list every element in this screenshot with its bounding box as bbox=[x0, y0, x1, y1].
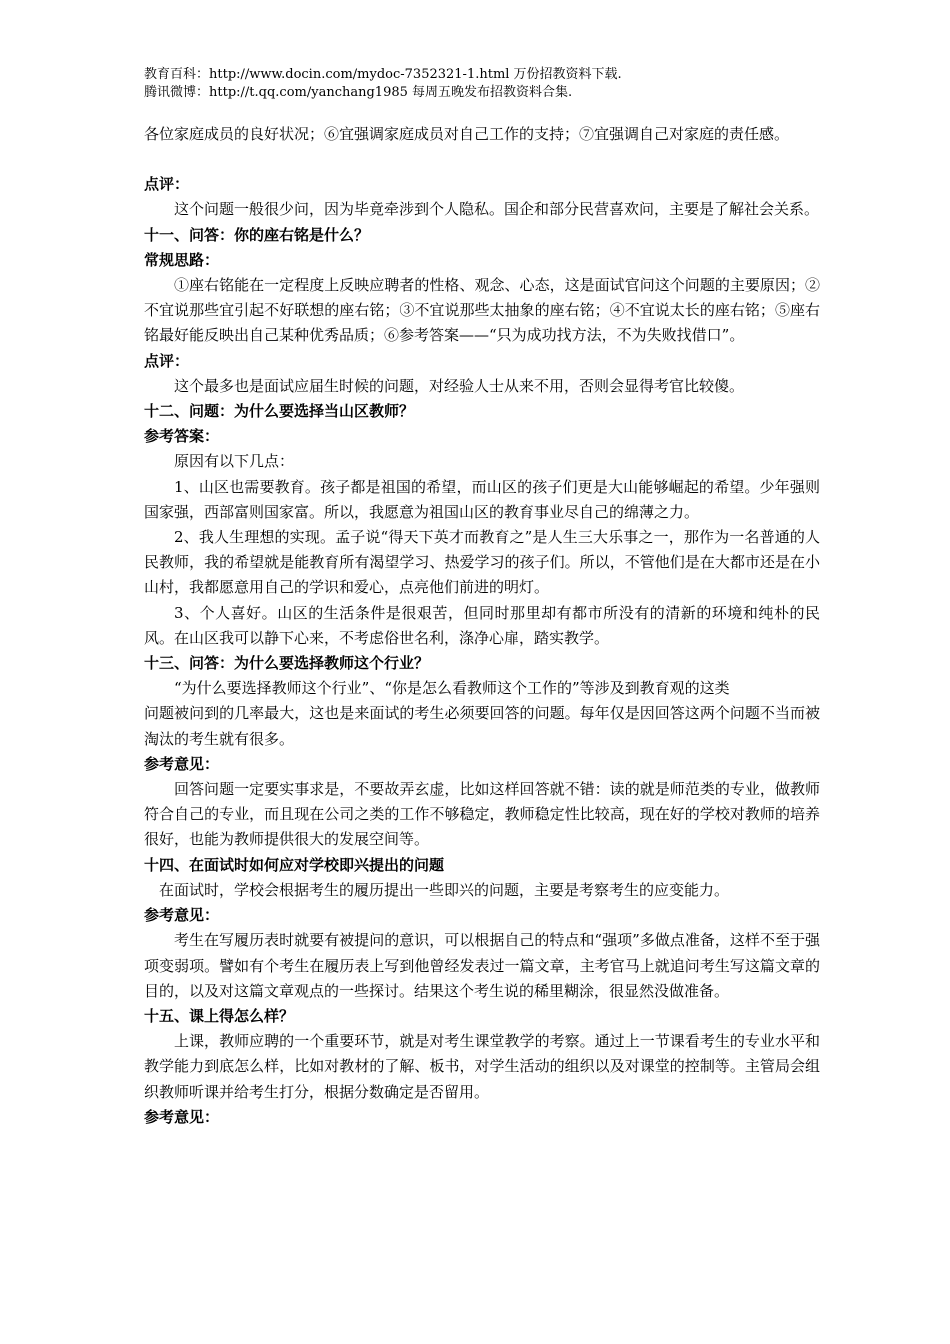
section-heading-12: 十二、问题：为什么要选择当山区教师？ bbox=[144, 402, 415, 421]
section-label-advice: 参考意见： bbox=[144, 754, 220, 773]
paragraph: ①座右铭能在一定程度上反映应聘者的性格、观念、心态，这是面试官问这个问题的主要原因；②不宜说那些宜引起不好联想的座右铭；③不宜说那些太抽象的座右铭；④不宜说太长的座右铭；⑤座右铭最好能反映出自己某种优秀品质；⑥参考答案——“只为成功找方法，不为失败找借口”。 bbox=[144, 276, 820, 345]
paragraph: 上课，教师应聘的一个重要环节，就是对考生课堂教学的考察。通过上一节课看考生的专业水平和教学能力到底怎么样，比如对教材的了解、板书，对学生活动的组织以及对课堂的控制等。主管局会组织教师听课并给考生打分，根据分数确定是否留用。 bbox=[144, 1032, 820, 1101]
section-label-answer: 参考答案： bbox=[144, 427, 220, 446]
paragraph: 2、我人生理想的实现。孟子说“得天下英才而教育之”是人生三大乐事之一，那作为一名普通的人民教师，我的希望就是能教育所有渴望学习、热爱学习的孩子们。所以，不管他们是在大都市还是在小山村，我都愿意用自己的学识和爱心，点亮他们前进的明灯。 bbox=[144, 528, 820, 597]
section-heading-11: 十一、问答：你的座右铭是什么？ bbox=[144, 225, 370, 244]
section-heading-13: 十三、问答：为什么要选择教师这个行业？ bbox=[144, 654, 430, 673]
paragraph: 问题被问到的几率最大，这也是来面试的考生必须要回答的问题。每年仅是因回答这两个问题不当而被淘汰的考生就有很多。 bbox=[144, 704, 820, 748]
paragraph: 回答问题一定要实事求是，不要故弄玄虚，比如这样回答就不错：读的就是师范类的专业，做教师符合自己的专业，而且现在公司之类的工作不够稳定，教师稳定性比较高，现在好的学校对教师的培养很好，也能为教师提供很大的发展空间等。 bbox=[144, 780, 820, 849]
paragraph: 这个问题一般很少问，因为毕竟牵涉到个人隐私。国企和部分民营喜欢问，主要是了解社会关系。 bbox=[174, 200, 820, 219]
section-label-comment: 点评： bbox=[144, 351, 190, 370]
page-header bbox=[144, 66, 622, 102]
paragraph: 这个最多也是面试应届生时候的问题，对经验人士从来不用，否则会显得考官比较傻。 bbox=[174, 376, 745, 395]
paragraph: 在面试时，学校会根据考生的履历提出一些即兴的问题，主要是考察考生的应变能力。 bbox=[159, 880, 730, 899]
paragraph: “为什么要选择教师这个行业”、“你是怎么看教师这个工作的”等涉及到教育观的这类 bbox=[174, 679, 730, 698]
section-heading-15: 十五、课上得怎么样？ bbox=[144, 1006, 295, 1025]
section-label-advice: 参考意见： bbox=[144, 1107, 220, 1126]
paragraph: 考生在写履历表时就要有被提问的意识，可以根据自己的特点和“强项”多做点准备，这样不至于强项变弱项。譬如有个考生在履历表上写到他曾经发表过一篇文章，主考官马上就追问考生写这篇文章的目的，以及对这篇文章观点的一些探讨。结果这个考生说的稀里糊涂，很显然没做准备。 bbox=[144, 931, 820, 1000]
section-label-advice: 参考意见： bbox=[144, 906, 220, 925]
section-label-comment: 点评： bbox=[144, 175, 190, 194]
header-line-weibo: 腾讯微博：http://t.qq.com/yanchang1985 每周五晚发布招教资料合集. bbox=[144, 85, 573, 100]
section-label-approach: 常规思路： bbox=[144, 250, 220, 269]
paragraph: 各位家庭成员的良好状况；⑥宜强调家庭成员对自己工作的支持；⑦宜强调自己对家庭的责任感。 bbox=[144, 125, 790, 143]
paragraph: 原因有以下几点： bbox=[174, 452, 295, 471]
document-body bbox=[144, 122, 820, 1130]
header-line-docin: 教育百科：http://www.docin.com/mydoc-7352321-1.html 万份招教资料下载. bbox=[144, 67, 622, 82]
paragraph: 1、山区也需要教育。孩子都是祖国的希望，而山区的孩子们更是大山能够崛起的希望。少年强则国家强，西部富则国家富。所以，我愿意为祖国山区的教育事业尽自己的绵薄之力。 bbox=[144, 477, 820, 521]
section-heading-14: 十四、在面试时如何应对学校即兴提出的问题 bbox=[144, 855, 445, 874]
paragraph: 3、个人喜好。山区的生活条件是很艰苦，但同时那里却有都市所没有的清新的环境和纯朴的民风。在山区我可以静下心来，不考虑俗世名利，涤净心扉，踏实教学。 bbox=[144, 603, 820, 647]
